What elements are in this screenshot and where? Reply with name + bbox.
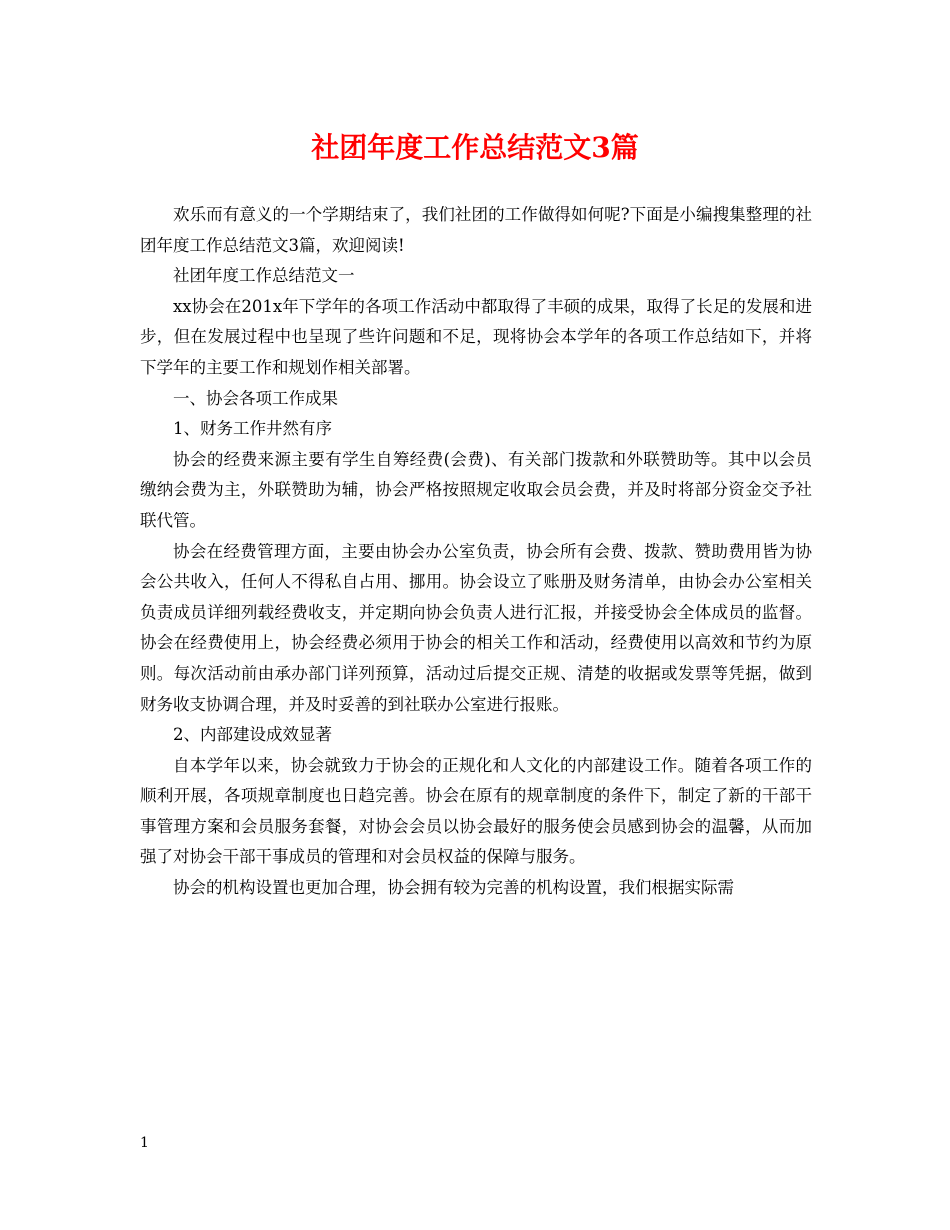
body-paragraph: 自本学年以来，协会就致力于协会的正规化和人文化的内部建设工作。随着各项工作的顺利开展，各项规章制度也日趋完善。协会在原有的规章制度的条件下，制定了新的干部干事管理方案和会员服务套餐，对协会会员以协会最好的服务使会员感到协会的温馨，从而加强了对协会干部干事成员的管理和对会员权益的保障与服务。 <box>140 755 812 867</box>
page-number: 1 <box>140 1135 149 1151</box>
item-heading: 1、财务工作井然有序 <box>173 419 332 439</box>
subsection-heading: 一、协会各项工作成果 <box>173 388 338 408</box>
document-title: 社团年度工作总结范文3篇 <box>311 131 639 164</box>
intro-paragraph: 欢乐而有意义的一个学期结束了，我们社团的工作做得如何呢?下面是小编搜集整理的社团年度工作总结范文3篇，欢迎阅读! <box>140 205 812 255</box>
item-heading: 2、内部建设成效显著 <box>173 725 332 745</box>
document-body <box>140 200 812 904</box>
body-paragraph: xx协会在201x年下学年的各项工作活动中都取得了丰硕的成果，取得了长足的发展和进步，但在发展过程中也呈现了些许问题和不足，现将协会本学年的各项工作总结如下，并将下学年的主要工作和规划作相关部署。 <box>140 296 812 377</box>
body-paragraph: 协会在经费管理方面，主要由协会办公室负责，协会所有会费、拨款、赞助费用皆为协会公共收入，任何人不得私自占用、挪用。协会设立了账册及财务清单，由协会办公室相关负责成员详细列载经费收支，并定期向协会负责人进行汇报，并接受协会全体成员的监督。协会在经费使用上，协会经费必须用于协会的相关工作和活动，经费使用以高效和节约为原则。每次活动前由承办部门详列预算，活动过后提交正规、清楚的收据或发票等凭据，做到财务收支协调合理，并及时妥善的到社联办公室进行报账。 <box>140 541 812 714</box>
section-heading: 社团年度工作总结范文一 <box>173 266 355 286</box>
body-paragraph: 协会的机构设置也更加合理，协会拥有较为完善的机构设置，我们根据实际需 <box>173 878 734 898</box>
body-paragraph: 协会的经费来源主要有学生自筹经费(会费)、有关部门拨款和外联赞助等。其中以会员缴纳会费为主，外联赞助为辅，协会严格按照规定收取会员会费，并及时将部分资金交予社联代管。 <box>140 449 812 530</box>
